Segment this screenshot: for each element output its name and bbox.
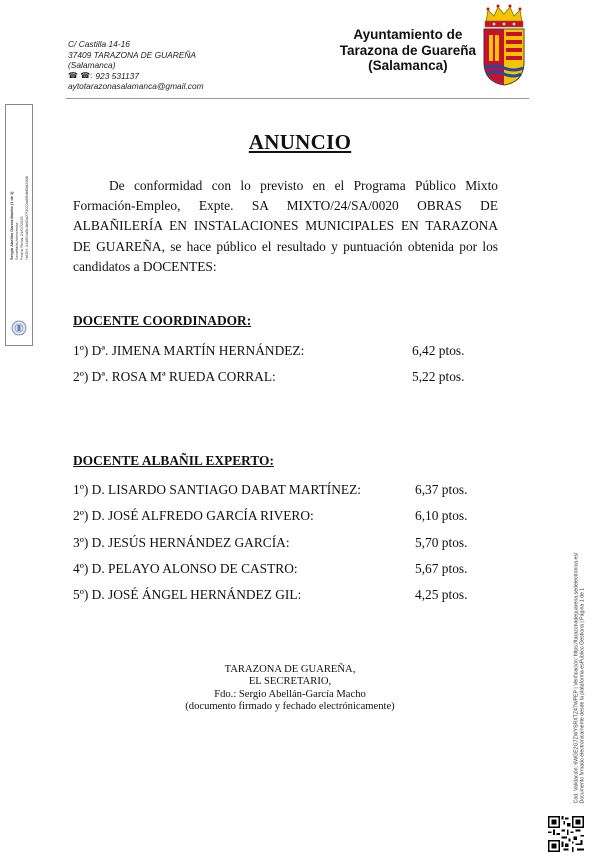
address-province: (Salamanca) xyxy=(68,60,116,71)
signature-note: (documento firmado y fechado electrónicamente) xyxy=(185,701,395,713)
stamp-line-hash: HASH: 011854a5c4b80a27f1022a0f6db89d2996 xyxy=(24,176,29,260)
document-title: ANUNCIO xyxy=(248,130,352,154)
candidate-name: 1º) D. LISARDO SANTIAGO DABAT MARTÍNEZ: xyxy=(73,482,362,497)
signature-role: EL SECRETARIO, xyxy=(248,676,332,688)
candidate-score: 4,25 ptos. xyxy=(415,587,468,602)
signature-place: TARAZONA DE GUAREÑA, xyxy=(224,664,356,675)
candidate-score: 6,37 ptos. xyxy=(415,482,468,497)
stamp-line-signer: Sergio Abellán García Macho (1 de 1) xyxy=(9,191,14,260)
section-heading-coordinator: DOCENTE COORDINADOR: xyxy=(73,313,252,328)
verification-code: Cód. Validación: 6WGE2G7ZWYSRXTZ47WPEP | Verificación: https://tarazonadeguarena.sedelectronica.es/ xyxy=(573,552,580,804)
candidate-score: 5,67 ptos. xyxy=(415,561,468,576)
candidate-name: 2º) D. JOSÉ ALFREDO GARCÍA RIVERO: xyxy=(73,508,314,523)
signature-block xyxy=(140,664,440,714)
phone-number: 923 531137 xyxy=(95,70,139,81)
candidate-name: 2º) Dª. ROSA Mª RUEDA CORRAL: xyxy=(73,369,276,384)
address-street: C/ Castilla 14-16 xyxy=(68,39,130,49)
candidate-score: 5,70 ptos. xyxy=(415,535,468,550)
verification-platform: Documento firmado electrónicamente desde la plataforma esPublico Gestiona | Página 1 de 1 xyxy=(580,587,586,804)
verification-lines xyxy=(574,553,587,804)
coat-of-arms-logo xyxy=(480,2,528,86)
address-city: 37409 TARAZONA DE GUAREÑA xyxy=(68,49,196,60)
org-line-2: Tarazona de Guareña xyxy=(339,42,476,58)
section-heading-bricklayer: DOCENTE ALBAÑIL EXPERTO: xyxy=(73,453,274,468)
intro-paragraph: De conformidad con lo previsto en el Programa Público Mixto Formación-Empleo, Expte. SA MIXTO/24/SA/0020 OBRAS DE ALBAÑILERÍA EN INSTALACIONES MUNICIPALES EN TARAZONA DE GUAREÑA, se hace público el resultado y puntuación obtenida por los candidatos a DOCENTES: xyxy=(73,178,498,274)
stamp-line-role: Secretario-Interventor xyxy=(14,222,19,260)
stamp-line-date: Fecha Firma: 24/07/2025 xyxy=(19,216,24,260)
signature-signer: Fdo.: Sergio Abellán-García Macho xyxy=(214,688,366,700)
org-line-1: Ayuntamiento de xyxy=(353,27,463,42)
org-line-3: (Salamanca) xyxy=(368,58,448,73)
candidate-score: 5,22 ptos. xyxy=(412,369,465,384)
address-block xyxy=(68,39,204,92)
header-divider xyxy=(66,98,529,99)
verification-footer xyxy=(566,548,594,808)
signature-stamp-lines xyxy=(9,176,29,260)
seal-icon xyxy=(11,320,27,336)
phone-icon: ☎ ☎: xyxy=(68,70,93,80)
candidate-name: 3º) D. JESÚS HERNÁNDEZ GARCÍA: xyxy=(73,535,290,550)
email-link[interactable]: aytotarazonasalamanca@gmail.com xyxy=(68,81,204,92)
candidate-name: 5º) D. JOSÉ ÁNGEL HERNÁNDEZ GIL: xyxy=(73,587,302,602)
organization-name xyxy=(340,27,476,74)
qr-code-icon[interactable] xyxy=(548,816,584,852)
candidate-score: 6,10 ptos. xyxy=(415,508,468,523)
candidate-name: 4º) D. PELAYO ALONSO DE CASTRO: xyxy=(73,561,298,576)
candidate-name: 1º) Dª. JIMENA MARTÍN HERNÁNDEZ: xyxy=(73,343,305,358)
candidate-score: 6,42 ptos. xyxy=(412,343,465,358)
signature-stamp-text xyxy=(8,133,30,303)
phone-line xyxy=(68,71,204,82)
